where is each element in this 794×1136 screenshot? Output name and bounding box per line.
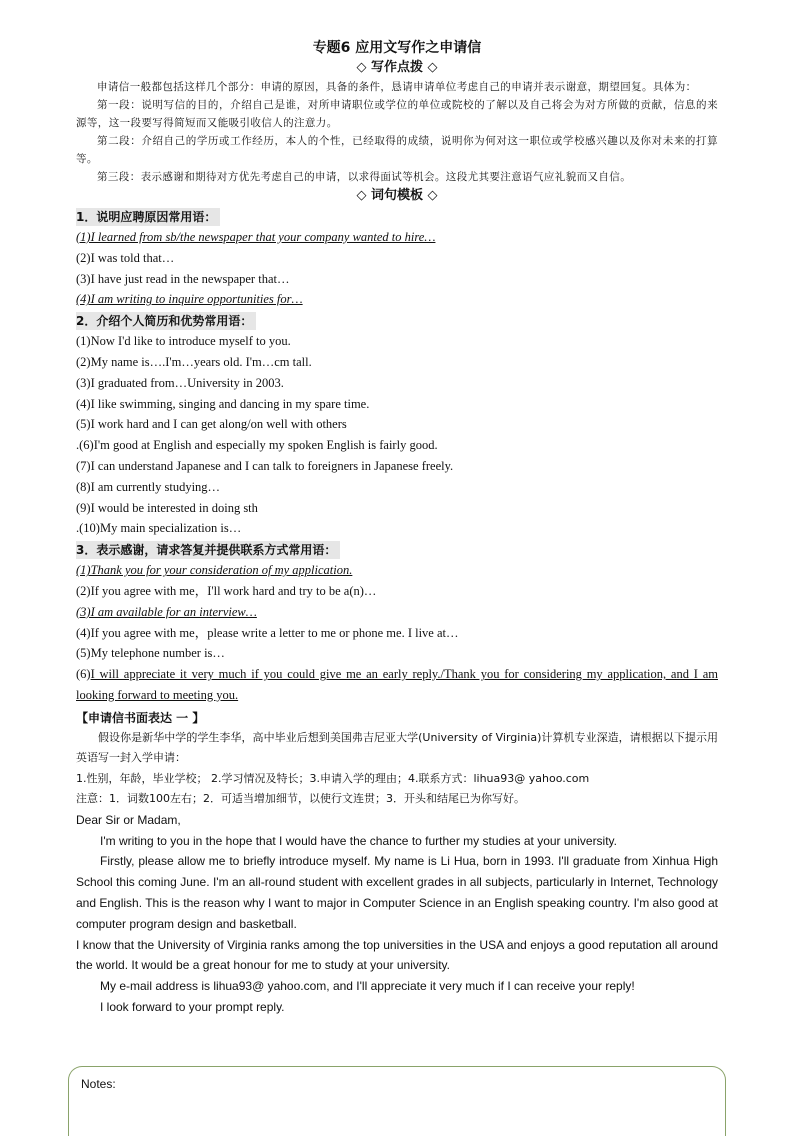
phrase-line: (7)I can understand Japanese and I can talk to foreigners in Japanese freely.: [76, 458, 454, 473]
phrase-line: (2)If you agree with me，I'll work hard and try to be a(n)…: [76, 583, 377, 598]
phrase-line: (3)I have just read in the newspaper that…: [76, 271, 290, 286]
phrase-line: (9)I would be interested in doing sth: [76, 500, 258, 515]
section-thanks: [76, 539, 718, 706]
phrase-line: .(6)I'm good at English and especially my spoken English is fairly good.: [76, 438, 438, 453]
phrase-line: (4)If you agree with me，please write a letter to me or phone me. I live at…: [76, 625, 459, 640]
phrase-line: (4)I like swimming, singing and dancing in my spare time.: [76, 396, 370, 411]
phrase-line: (1)Thank you for your consideration of my application.: [76, 563, 353, 578]
intro-paragraph: 第一段：说明写信的目的，介绍自己是谁，对所申请职位或学位的单位或院校的了解以及自己将会为对方所做的贡献，信息的来源等，这一段要写得简短而又能吸引收信人的注意力。: [76, 99, 718, 129]
phrase-line: (4)I am writing to inquire opportunities for…: [76, 292, 303, 307]
notes-box[interactable]: [68, 1066, 726, 1136]
phrase-line: (3)I am available for an interview…: [76, 604, 257, 619]
letter-paragraph: I'm writing to you in the hope that I would have the chance to further my studies at your university.: [100, 833, 618, 848]
subhead-writing-tips: ◇ 写作点拨 ◇: [356, 60, 438, 75]
letter-paragraph: I know that the University of Virginia ranks among the top universities in the USA and enjoys a good reputation all around the world. It would be a great honour for me to study at your university.: [76, 937, 718, 973]
example-section: [76, 708, 718, 1018]
section-reasons: [76, 206, 718, 310]
phrase-line: (8)I am currently studying…: [76, 479, 221, 494]
phrase-line: (1)I learned from sb/the newspaper that your company wanted to hire…: [76, 230, 436, 244]
page-title: 专题6 应用文写作之申请信: [312, 40, 482, 56]
phrase-line: (3)I graduated from…University in 2003.: [76, 375, 284, 390]
phrase-line: (1)Now I'd like to introduce myself to you.: [76, 334, 291, 349]
example-note: 注意：1．词数100左右；2．可适当增加细节，以使行文连贯；3．开头和结尾已为你写好。: [76, 792, 525, 806]
letter-paragraph: Firstly, please allow me to briefly introduce myself. My name is Li Hua, born in 1993. I'll graduate from Xinhua High School this coming June. I'm an all-round student with excellent grades in all subjects, particularly in Internet, Technology and English. This is the reason why I want to major in Computer Science in an English speaking country. I'm also good at computer program design and basketball.: [76, 854, 718, 931]
letter-closing: I look forward to your prompt reply.: [100, 999, 285, 1014]
phrase-line: .(10)My main specialization is…: [76, 521, 242, 536]
letter-salutation: Dear Sir or Madam,: [76, 812, 181, 827]
subhead-templates: ◇ 词句模板 ◇: [356, 188, 438, 203]
example-points: 1.性别，年龄，毕业学校； 2.学习情况及特长；3.申请入学的理由；4.联系方式：lihua93@ yahoo.com: [76, 771, 590, 785]
notes-label: Notes:: [81, 1077, 116, 1091]
phrase-line: [76, 664, 718, 706]
example-prompt: 假设你是新华中学的学生李华，高中毕业后想到美国弗吉尼亚大学(University of Virginia)计算机专业深造，请根据以下提示用英语写一封入学申请：: [76, 730, 718, 765]
example-heading: 【申请信书面表达 一 】: [76, 710, 205, 725]
phrase-number: (6): [76, 667, 91, 682]
section-heading: 3．表示感谢，请求答复并提供联系方式常用语：: [76, 541, 340, 559]
phrase-line: (5)I work hard and I can get along/on well with others: [76, 417, 347, 432]
intro-paragraph: 申请信一般都包括这样几个部分：申请的原因，具备的条件，恳请申请单位考虑自己的申请并表示谢意，期望回复。具体为：: [97, 81, 697, 93]
phrase-line: (2)I was told that…: [76, 250, 175, 265]
letter-paragraph: My e-mail address is lihua93@ yahoo.com, and I'll appreciate it very much if I can receive your reply!: [100, 979, 635, 994]
intro-paragraph: 第二段：介绍自己的学历或工作经历，本人的个性，已经取得的成绩，说明你为何对这一职位或学校感兴趣以及你对未来的打算等。: [76, 135, 718, 165]
section-resume: [76, 310, 718, 539]
intro-paragraph: 第三段：表示感谢和期待对方优先考虑自己的申请，以求得面试等机会。这段尤其要注意语气应礼貌而又自信。: [97, 171, 632, 183]
phrase-line: (2)My name is….I'm…years old. I'm…cm tall.: [76, 354, 312, 369]
section-heading: 2．介绍个人简历和优势常用语：: [76, 312, 256, 330]
phrase-text: I will appreciate it very much if you could give me an early reply./Thank you for considering my application, and I am looking forward to meeting you.: [76, 667, 718, 702]
phrase-line: (5)My telephone number is…: [76, 646, 225, 661]
section-heading: 1．说明应聘原因常用语：: [76, 208, 220, 226]
